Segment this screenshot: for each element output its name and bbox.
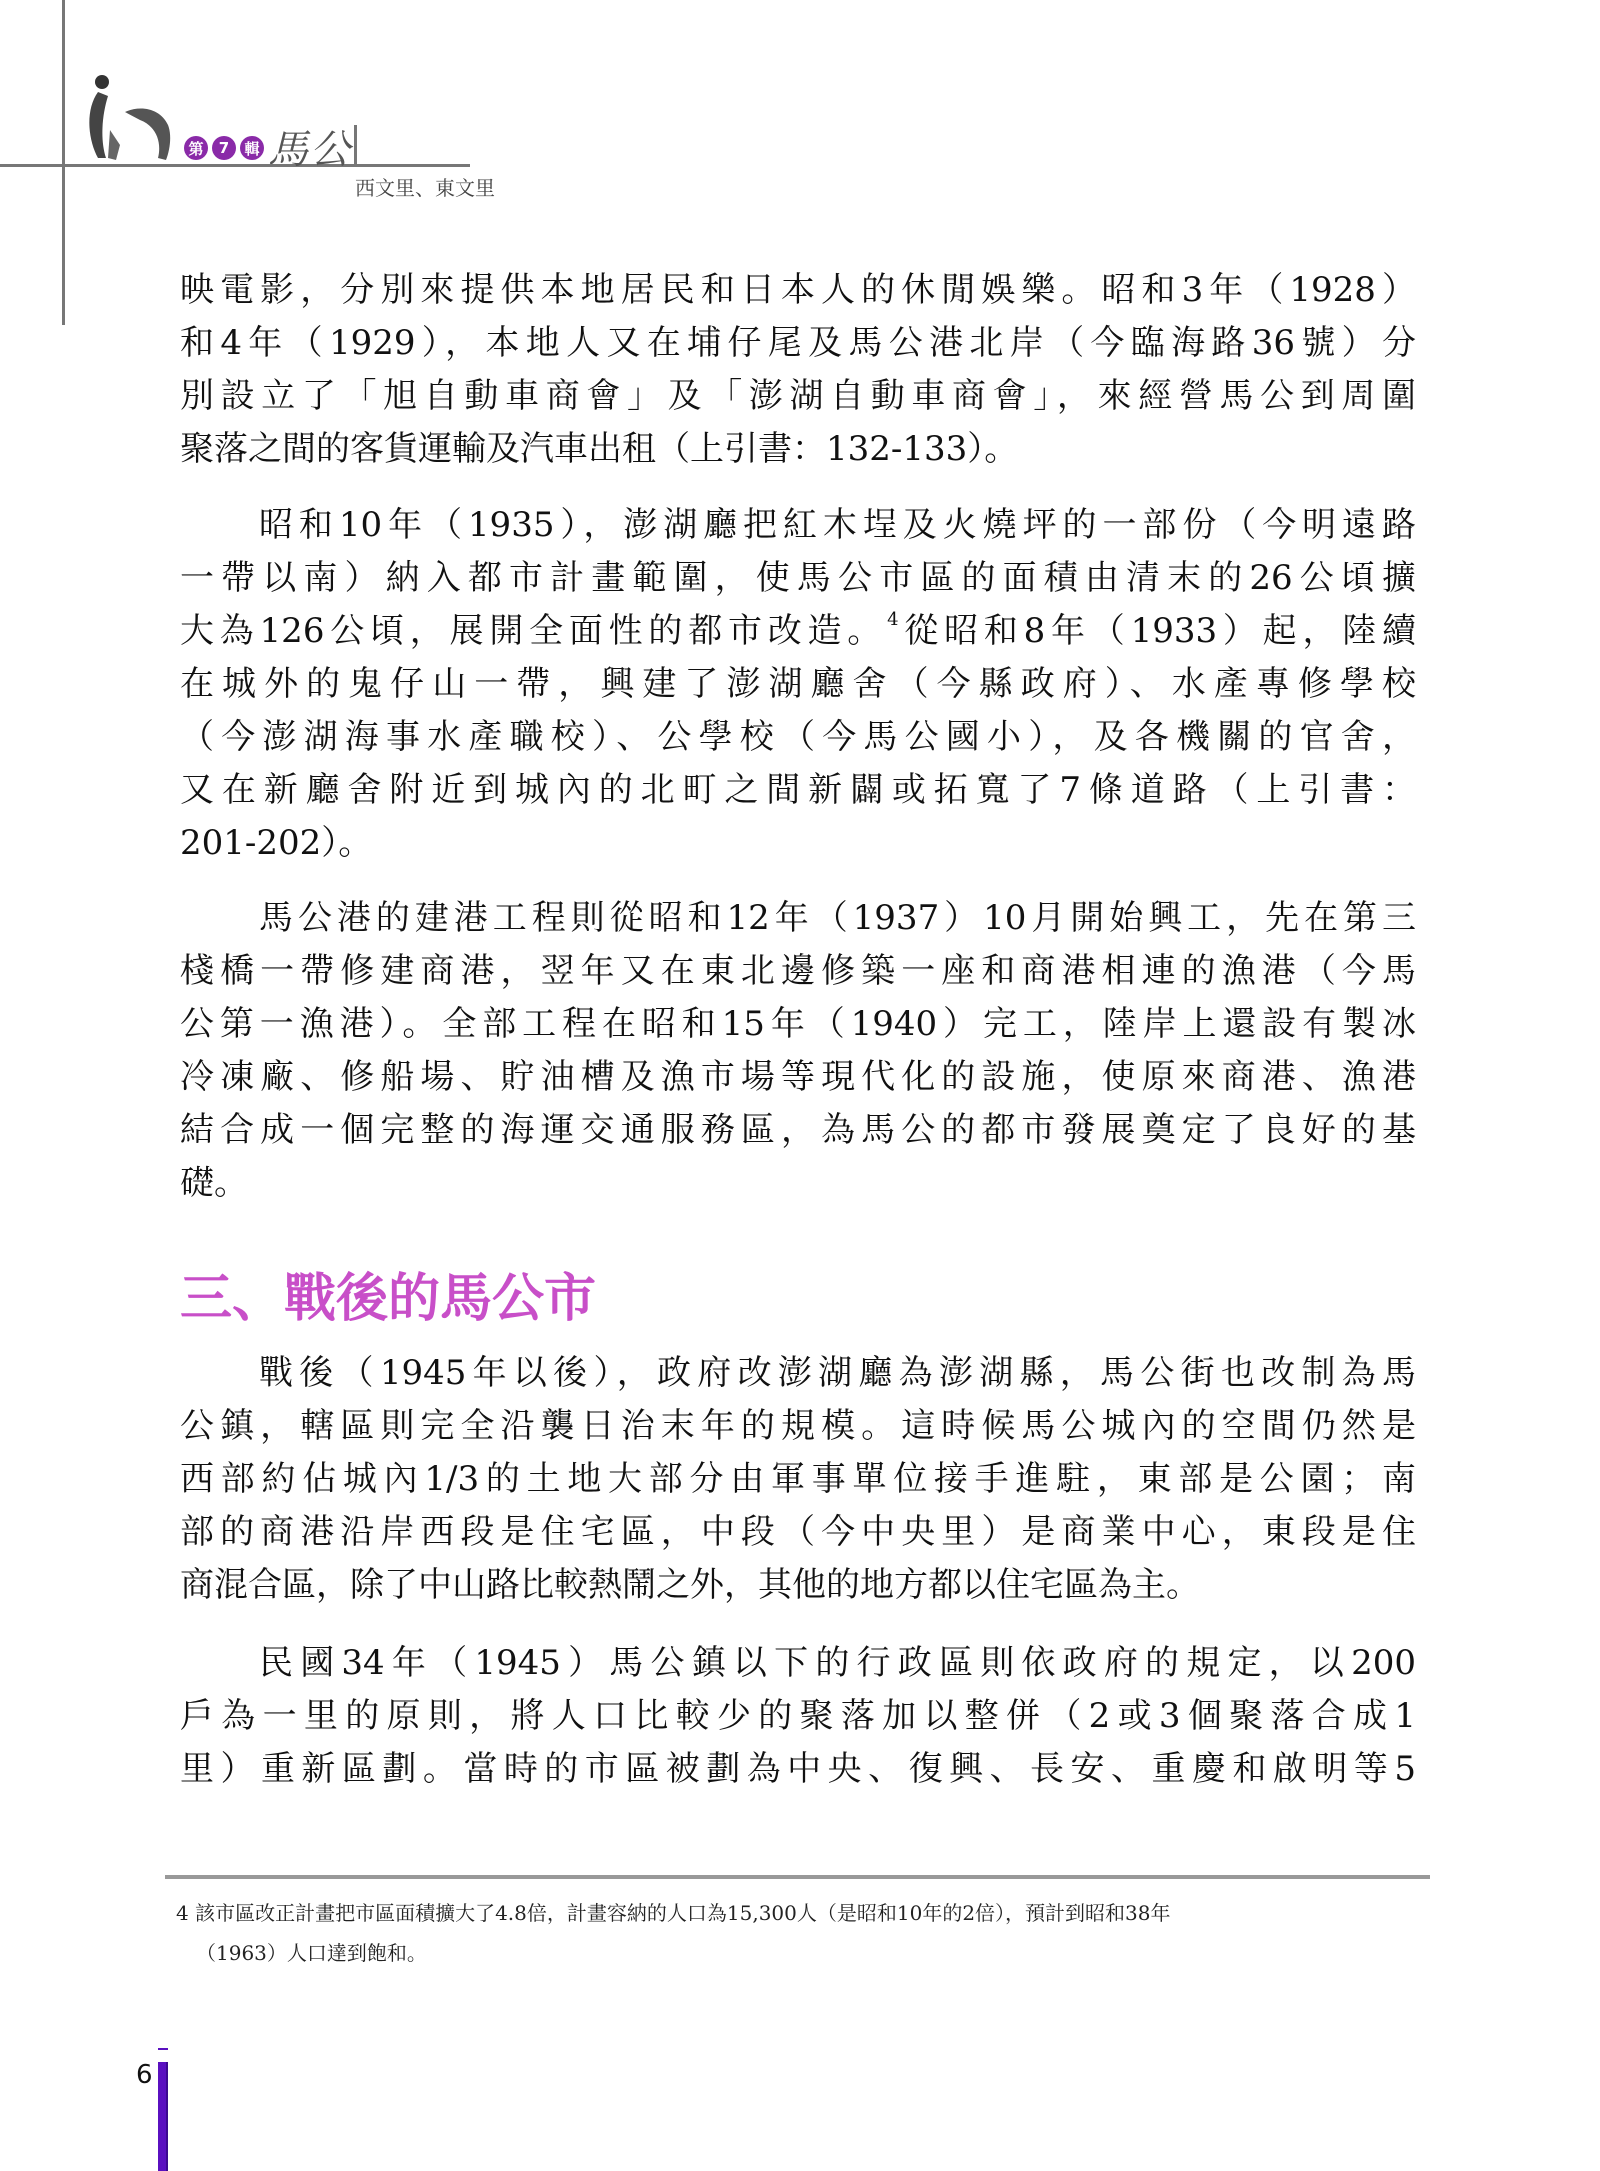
text-line: 在城外的鬼仔山一帶，興建了澎湖廳舍（今縣政府）、水產專修學校 — [180, 664, 1416, 704]
footnote-line: 4 該市區改正計畫把市區面積擴大了4.8倍，計畫容納的人口為15,300人（是昭和10年的2倍），預計到昭和38年 — [176, 1901, 1171, 1925]
text-line: 聚落之間的客貨運輸及汽車出租（上引書：132-133）。 — [180, 429, 1019, 469]
text-line: 公第一漁港）。全部工程在昭和15年（1940）完工，陸岸上還設有製冰 — [180, 1004, 1416, 1044]
chapter-subtitle: 西文里、東文里 — [355, 176, 495, 200]
text-line: 棧橋一帶修建商港，翌年又在東北邊修築一座和商港相連的漁港（今馬 — [180, 951, 1416, 991]
paragraph-3 — [180, 892, 1416, 1210]
text-line: 昭和10年（1935），澎湖廳把紅木埕及火燒坪的一部份（今明遠路 — [259, 505, 1416, 545]
header-divider — [354, 125, 357, 165]
text-line: 馬公港的建港工程則從昭和12年（1937）10月開始興工，先在第三 — [259, 898, 1416, 938]
text-line: 公鎮，轄區則完全沿襲日治末年的規模。這時候馬公城內的空間仍然是 — [180, 1406, 1416, 1446]
footnote — [176, 1893, 1431, 1973]
text-segment: 從昭和8年（1933）起，陸續 — [898, 611, 1416, 651]
page-bar-cap — [158, 2048, 168, 2050]
text-line: 礎。 — [180, 1163, 248, 1203]
footnote-ref-link[interactable]: 4 — [887, 609, 899, 630]
footnote-rule — [165, 1875, 1430, 1879]
badge-di: 第 — [184, 136, 208, 160]
text-line: 商混合區，除了中山路比較熱鬧之外，其他的地方都以住宅區為主。 — [180, 1565, 1200, 1605]
paragraph-4 — [180, 1347, 1416, 1612]
page-number: 6 — [136, 2060, 153, 2090]
series-title: 馬公 — [268, 127, 352, 173]
text-line: 冷凍廠、修船場、貯油槽及漁市場等現代化的設施，使原來商港、漁港 — [180, 1057, 1416, 1097]
text-line: 部的商港沿岸西段是住宅區，中段（今中央里）是商業中心，東段是住 — [180, 1512, 1416, 1552]
text-line: 別設立了「旭自動車商會」及「澎湖自動車商會」，來經營馬公到周圍 — [180, 376, 1416, 416]
text-line: 戰後（1945年以後），政府改澎湖廳為澎湖縣，馬公街也改制為馬 — [259, 1353, 1416, 1393]
paragraph-2 — [180, 499, 1416, 870]
text-line: 映電影，分別來提供本地居民和日本人的休閒娛樂。昭和3年（1928） — [180, 270, 1416, 310]
text-line: 結合成一個完整的海運交通服務區，為馬公的都市發展奠定了良好的基 — [180, 1110, 1416, 1150]
text-line: 201-202）。 — [180, 823, 373, 863]
text-line: 和4年（1929），本地人又在埔仔尾及馬公港北岸（今臨海路36號）分 — [180, 323, 1416, 363]
paragraph-1 — [180, 264, 1416, 476]
footnote-line: （1963）人口達到飽和。 — [196, 1941, 427, 1965]
dolphin-logo-icon — [80, 70, 190, 165]
margin-vertical-rule — [62, 0, 65, 325]
text-line: （今澎湖海事水產職校）、公學校（今馬公國小），及各機關的官舍， — [180, 717, 1416, 757]
header-rule — [0, 164, 470, 167]
page-edge-bar — [158, 2062, 168, 2171]
text-segment: 大為126公頃，展開全面性的都市改造。 — [180, 611, 888, 651]
text-line: 戶為一里的原則，將人口比較少的聚落加以整併（2或3個聚落合成1 — [180, 1696, 1416, 1736]
text-line: 又在新廳舍附近到城內的北町之間新闢或拓寬了7條道路（上引書： — [180, 770, 1416, 810]
paragraph-5 — [180, 1637, 1416, 1796]
section-heading: 三、戰後的馬公市 — [180, 1268, 597, 1329]
text-line: 西部約佔城內1/3的土地大部分由軍事單位接手進駐，東部是公園；南 — [180, 1459, 1416, 1499]
text-line — [180, 605, 1416, 658]
chapter-badges — [184, 136, 264, 160]
text-line: 一帶以南）納入都市計畫範圍，使馬公市區的面積由清末的26公頃擴 — [180, 558, 1416, 598]
badge-ji: 輯 — [240, 136, 264, 160]
text-line: 里）重新區劃。當時的市區被劃為中央、復興、長安、重慶和啟明等5 — [180, 1749, 1416, 1789]
text-line: 民國34年（1945）馬公鎮以下的行政區則依政府的規定，以200 — [259, 1643, 1416, 1683]
badge-number: 7 — [212, 136, 236, 160]
